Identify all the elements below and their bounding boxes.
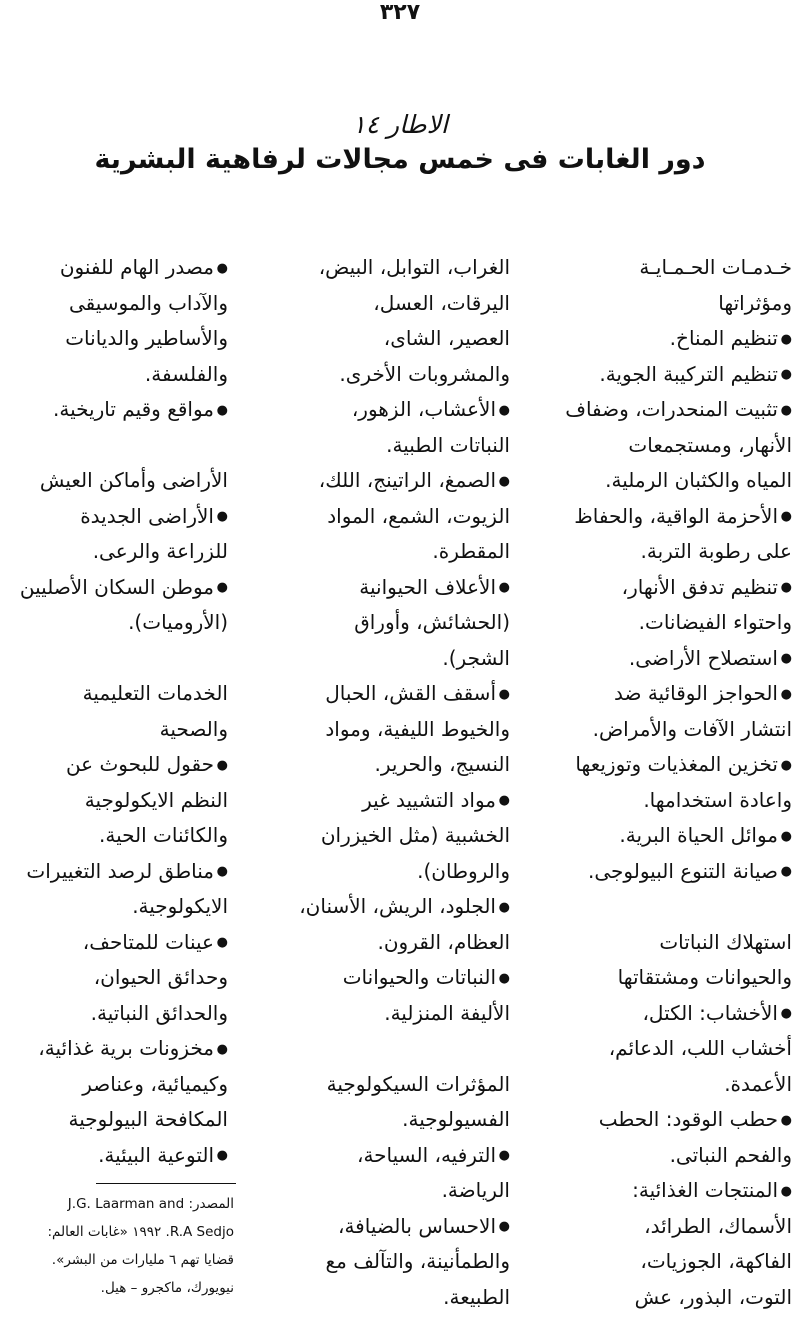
line-text: الفاكهة، الجوزيات، (640, 1249, 792, 1273)
bullet-icon: ● (498, 1148, 510, 1164)
spacer (2, 641, 228, 677)
text-line (2, 1138, 228, 1174)
text-line (292, 818, 510, 854)
text-line (2, 996, 228, 1032)
text-line (560, 499, 792, 535)
text-line (292, 499, 510, 535)
line-text: الأنهار، ومستجمعات (628, 432, 792, 457)
line-text: أسقف القش، الحبال (325, 681, 496, 705)
text-line (292, 641, 510, 677)
text-line (292, 1209, 510, 1245)
line-text: استهلاك النباتات (659, 929, 792, 954)
text-line (560, 463, 792, 499)
text-line (292, 1067, 510, 1103)
text-line (560, 676, 792, 712)
line-text: والروطان). (417, 858, 510, 883)
text-line (292, 428, 510, 464)
line-text: تنظيم تدفق الأنهار، (621, 574, 778, 599)
text-line (292, 286, 510, 322)
line-text: والحدائق النباتية. (90, 1000, 228, 1025)
line-text: والكائنات الحية. (98, 823, 228, 847)
text-line (560, 605, 792, 641)
column-middle (292, 250, 510, 1315)
text-line (292, 712, 510, 748)
text-line (2, 676, 228, 712)
bullet-icon: ● (780, 864, 792, 880)
bullet-icon: ● (498, 686, 510, 702)
line-text: النباتات الطبية. (386, 432, 510, 457)
text-line (292, 357, 510, 393)
line-text: على رطوبة التربة. (640, 539, 792, 563)
line-text: الأحزمة الواقية، والحفاظ (574, 503, 778, 528)
line-text: الرياضة. (441, 1178, 510, 1202)
line-text: المياه والكثبان الرملية. (605, 468, 792, 492)
bullet-icon: ● (216, 509, 228, 525)
line-text: النظم الايكولوجية (84, 787, 228, 812)
text-line (2, 534, 228, 570)
bullet-icon: ● (498, 402, 510, 418)
text-line (292, 925, 510, 961)
text-line (292, 605, 510, 641)
line-text: والفحم النباتى. (669, 1142, 792, 1167)
page-number: ٣٢٧ (379, 0, 421, 25)
text-line (2, 712, 228, 748)
line-text: الأراضى وأماكن العيش (39, 468, 228, 492)
line-text: المقطرة. (432, 539, 510, 563)
bullet-icon: ● (216, 580, 228, 596)
text-line (560, 854, 792, 890)
text-line (2, 605, 228, 641)
line-text: والآداب والموسيقى (68, 290, 228, 315)
line-text: الخشبية (مثل الخيزران (320, 823, 510, 847)
line-text: ومؤثراتها (718, 290, 792, 315)
line-text: الايكولوجية. (132, 894, 228, 918)
line-text: الشجر). (442, 645, 510, 670)
line-text: الأعمدة. (724, 1071, 792, 1096)
text-line (560, 570, 792, 606)
bullet-icon: ● (216, 935, 228, 951)
text-line (2, 392, 228, 428)
line-text: واعادة استخدامها. (643, 787, 792, 812)
text-line (292, 250, 510, 286)
text-line (2, 1067, 228, 1103)
line-text: مواقع وقيم تاريخية. (53, 397, 214, 421)
line-text: التوت، البذور، عش (634, 1284, 792, 1309)
text-line (560, 534, 792, 570)
text-line (292, 960, 510, 996)
line-text: والمشروبات الأخرى. (339, 361, 510, 386)
line-text: المؤثرات السيكولوجية (326, 1071, 510, 1096)
text-line (2, 925, 228, 961)
bullet-icon: ● (780, 651, 792, 667)
text-line (560, 1067, 792, 1103)
text-line (292, 747, 510, 783)
bullet-icon: ● (216, 864, 228, 880)
bullet-icon: ● (780, 1006, 792, 1022)
page-title: دور الغابات فى خمس مجالات لرفاهية البشرية (94, 144, 706, 175)
line-text: خـدمـات الحـمـايـة (639, 255, 792, 279)
line-text: العظام، القرون. (377, 929, 510, 954)
column-right (560, 250, 792, 1315)
text-line (292, 783, 510, 819)
text-line (292, 854, 510, 890)
spacer (2, 428, 228, 464)
line-text: مصدر الهام للفنون (59, 255, 214, 279)
line-text: العصير، الشاى، (383, 326, 510, 350)
text-line (560, 1102, 792, 1138)
line-text: موائل الحياة البرية. (619, 823, 778, 847)
text-line (560, 783, 792, 819)
text-line (560, 641, 792, 677)
text-line (292, 1244, 510, 1280)
source-note (2, 1190, 234, 1302)
text-line (2, 783, 228, 819)
line-text: أخشاب اللب، الدعائم، (608, 1036, 792, 1060)
bullet-icon: ● (498, 970, 510, 986)
line-text: تنظيم التركيبة الجوية. (599, 361, 778, 386)
text-line (2, 321, 228, 357)
text-line (2, 1031, 228, 1067)
line-text: الأخشاب: الكتل، (642, 1000, 778, 1025)
line-text: (الأروميات). (128, 610, 228, 634)
text-line (560, 960, 792, 996)
line-text: والخيوط الليفية، ومواد (325, 716, 510, 741)
line-text: المنتجات الغذائية: (632, 1178, 778, 1202)
line-text: النسيج، والحرير. (374, 752, 510, 776)
line-text: عينات للمتاحف، (82, 929, 214, 954)
bullet-icon: ● (780, 1112, 792, 1128)
line-text: موطن السكان الأصليين (19, 574, 214, 599)
line-text: مناطق لرصد التغييرات (26, 858, 214, 883)
text-line (560, 1173, 792, 1209)
line-text: حقول للبحوث عن (65, 752, 214, 776)
bullet-icon: ● (780, 402, 792, 418)
line-text: الأراضى الجديدة (80, 503, 214, 528)
text-line (292, 570, 510, 606)
text-line (2, 818, 228, 854)
line-text: والفلسفة. (144, 361, 228, 386)
line-text: والحيوانات ومشتقاتها (617, 965, 792, 989)
source-line: نيويورك، ماكجرو – هيل. (100, 1280, 234, 1296)
line-text: الطبيعة. (443, 1284, 510, 1309)
line-text: مواد التشييد غير (362, 787, 496, 812)
line-text: تخزين المغذيات وتوزيعها (575, 752, 778, 776)
text-line (2, 747, 228, 783)
bullet-icon: ● (498, 1219, 510, 1235)
line-text: صيانة التنوع البيولوجى. (588, 858, 778, 883)
bullet-icon: ● (216, 1041, 228, 1057)
text-line (292, 1173, 510, 1209)
text-line (292, 534, 510, 570)
line-text: اليرقات، العسل، (373, 290, 510, 315)
bullet-icon: ● (216, 260, 228, 276)
text-line (560, 392, 792, 428)
bullet-icon: ● (498, 580, 510, 596)
line-text: الجلود، الريش، الأسنان، (299, 894, 496, 918)
text-line (292, 889, 510, 925)
line-text: الترفيه، السياحة، (356, 1142, 496, 1167)
line-text: الأليفة المنزلية. (384, 1000, 510, 1025)
line-text: الأعشاب، الزهور، (351, 397, 496, 421)
bullet-icon: ● (498, 793, 510, 809)
text-line (292, 463, 510, 499)
column-left (2, 250, 228, 1173)
bullet-icon: ● (780, 757, 792, 773)
line-text: وكيميائية، وعناصر (82, 1071, 228, 1096)
bullet-icon: ● (780, 580, 792, 596)
line-text: الأعلاف الحيوانية (359, 574, 496, 599)
line-text: المكافحة البيولوجية (68, 1107, 228, 1131)
footnote-divider (96, 1183, 236, 1184)
box-label: الاطار ١٤ (352, 110, 448, 139)
bullet-icon: ● (780, 509, 792, 525)
line-text: الفسيولوجية. (402, 1107, 510, 1131)
source-line: قضايا تهم ٦ مليارات من البشر». (51, 1252, 234, 1268)
line-text: الحواجز الوقائية ضد (613, 681, 778, 705)
bullet-icon: ● (780, 1183, 792, 1199)
source-line: R.A Sedjo. ١٩٩٢ «غابات العالم: (47, 1224, 234, 1240)
line-text: حطب الوقود: الحطب (598, 1107, 778, 1131)
text-line (292, 676, 510, 712)
line-text: الغراب، التوابل، البيض، (318, 255, 510, 279)
source-line: المصدر: J.G. Laarman and (67, 1196, 234, 1212)
text-line (292, 996, 510, 1032)
bullet-icon: ● (780, 686, 792, 702)
line-text: استصلاح الأراضى. (628, 645, 778, 670)
text-line (292, 1138, 510, 1174)
text-line (2, 960, 228, 996)
text-line (2, 570, 228, 606)
line-text: انتشار الآفات والأمراض. (592, 716, 792, 741)
line-text: الزيوت، الشمع، المواد (327, 503, 510, 528)
text-line (292, 321, 510, 357)
text-line (2, 854, 228, 890)
text-line (560, 1209, 792, 1245)
bullet-icon: ● (780, 367, 792, 383)
text-line (560, 357, 792, 393)
bullet-icon: ● (498, 473, 510, 489)
line-text: مخزونات برية غذائية، (38, 1036, 214, 1060)
text-line (560, 1138, 792, 1174)
line-text: (الحشائش، وأوراق (354, 610, 510, 634)
text-line (2, 1102, 228, 1138)
line-text: والطمأنينة، والتآلف مع (325, 1249, 510, 1273)
text-line (560, 1244, 792, 1280)
line-text: الأسماك، الطرائد، (644, 1213, 792, 1238)
text-line (2, 463, 228, 499)
bullet-icon: ● (216, 402, 228, 418)
text-line (2, 357, 228, 393)
bullet-icon: ● (498, 899, 510, 915)
spacer (292, 1031, 510, 1067)
text-line (560, 1031, 792, 1067)
text-line (292, 392, 510, 428)
line-text: الخدمات التعليمية (82, 681, 228, 705)
text-line (2, 499, 228, 535)
spacer (560, 889, 792, 925)
bullet-icon: ● (780, 331, 792, 347)
text-line (560, 747, 792, 783)
line-text: تنظيم المناخ. (669, 326, 778, 350)
text-line (2, 889, 228, 925)
text-line (560, 1280, 792, 1316)
line-text: واحتواء الفيضانات. (638, 610, 792, 634)
line-text: والصحية (159, 716, 228, 741)
text-line (560, 996, 792, 1032)
text-line (560, 712, 792, 748)
line-text: تثبيت المنحدرات، وضفاف (565, 397, 778, 421)
text-line (560, 250, 792, 286)
bullet-icon: ● (216, 1148, 228, 1164)
bullet-icon: ● (216, 757, 228, 773)
line-text: النباتات والحيوانات (342, 965, 496, 989)
text-line (2, 250, 228, 286)
line-text: التوعية البيئية. (98, 1142, 214, 1167)
text-line (560, 321, 792, 357)
line-text: والأساطير والديانات (65, 326, 228, 350)
line-text: للزراعة والرعى. (92, 539, 228, 563)
line-text: وحدائق الحيوان، (93, 965, 228, 989)
line-text: الاحساس بالضيافة، (338, 1213, 496, 1238)
text-line (560, 925, 792, 961)
text-line (560, 428, 792, 464)
text-line (560, 286, 792, 322)
text-line (560, 818, 792, 854)
bullet-icon: ● (780, 828, 792, 844)
line-text: الصمغ، الراتينج، اللك، (318, 468, 496, 492)
text-line (292, 1102, 510, 1138)
text-line (2, 286, 228, 322)
text-line (292, 1280, 510, 1316)
